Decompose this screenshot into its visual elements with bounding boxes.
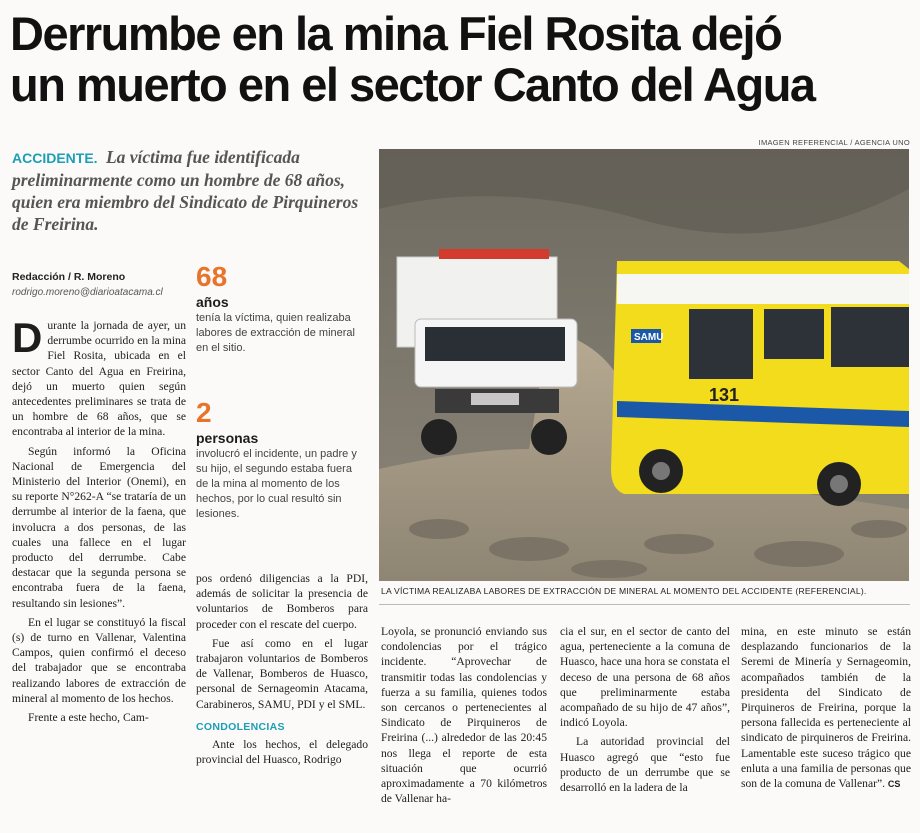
lead-paragraph	[12, 146, 367, 235]
fact-unit: personas	[196, 430, 259, 446]
byline-email[interactable]: rodrigo.moreno@diarioatacama.cl	[12, 287, 163, 298]
fact-box-people	[196, 398, 366, 522]
fact-number: 2	[196, 397, 212, 428]
col3-paragraph-1: Loyola, se pronunció enviando sus condolencias por el trágico incidente. “Aprovechar de transmitir todas las condolencias y fuerza a su familia, quienes todos son cercanos o pertenecientes al Sindicato de Pirquineros de Freirina (...) alrededor de las 20:45 nos llega el reporte de esta situación que ocurrió aproximadamente a 70 kilómetros de Vallenar ha-	[381, 625, 547, 806]
col2-paragraph-3: Ante los hechos, el delegado provincial del Huasco, Rodrigo	[196, 738, 368, 767]
lead-kicker: ACCIDENTE.	[12, 150, 98, 166]
ambulance-unit-number: 131	[709, 385, 740, 405]
end-mark: CS	[887, 779, 901, 790]
col2-paragraph-1: pos ordenó diligencias a la PDI, además de solicitar la presencia de voluntarios de Bomberos para proceder con el rescate del cuerpo.	[196, 572, 368, 631]
yellow-samu-ambulance	[611, 261, 909, 506]
col4-paragraph-1: cia el sur, en el sector de canto del agua, perteneciente a la comuna de Huasco, hace una hora se constata el deceso de una persona de 68 años que preliminarmente estaba acompañado de su hijo de 47 años”, indicó Loyola.	[560, 625, 730, 730]
news-photo-ambulances	[379, 149, 909, 581]
photo-credit: IMAGEN REFERENCIAL / AGENCIA UNO	[758, 138, 910, 147]
subhead-condolencias: CONDOLENCIAS	[196, 720, 285, 733]
byline	[12, 270, 192, 300]
col1-paragraph-1: urante la jornada de ayer, un derrumbe ocurrido en la mina Fiel Rosita, ubicada en el sector Canto del Agua en Freirina, dejó un muerto quien según antecedentes preliminares se trata de un hombre de 68 años, que se encontraba al interior de la mina.	[12, 319, 186, 439]
fact-unit: años	[196, 294, 229, 310]
fact-description: involucró el incidente, un padre y su hijo, el segundo estaba fuera de la mina al momento de los hechos, por lo cual resultó sin lesiones.	[196, 448, 357, 520]
col2-paragraph-2: Fue así como en el lugar trabajaron voluntarios de Bomberos de Vallenar, Bomberos de Huasco, personal de Sernageomin Atacama, Carabineros, SAMU, PDI y el SML.	[196, 636, 368, 711]
article-column-2	[196, 571, 368, 771]
article-column-1	[12, 314, 186, 729]
headline	[10, 8, 910, 110]
col5-paragraph-1: mina, en este minuto se están desplazando funcionarios de la Seremi de Minería y Sernageomin, acompañados también de la presidenta del Sindicato de Pirquineros de Freirina, porque la persona fallecida es perteneciente al sindicato de pirquineros de Freirina. Lamentable este suceso trágico que enluta a una familia de personas que son de la comuna de Vallenar”.	[741, 625, 911, 791]
fact-box-age	[196, 262, 366, 356]
lead-text: La víctima fue identificada preliminarmente como un hombre de 68 años, quien era miembro del Sindicato de Pirquineros de Freirina.	[12, 147, 359, 234]
photo-illustration	[379, 149, 909, 581]
col1-paragraph-4: Frente a este hecho, Cam-	[28, 711, 149, 725]
dropcap: D	[12, 314, 43, 361]
headline-line-2: un muerto en el sector Canto del Agua	[10, 58, 815, 111]
article-column-4	[560, 624, 730, 799]
col1-paragraph-2: Según informó la Oficina Nacional de Emergencia del Ministerio del Interior (Onemi), en su reporte N°262-A “se trataría de un derrumbe al interior de la faena, que involucra a dos personas, de las cuales una fallece en el lugar producto del derrumbe. Cabe destacar que la segunda persona se encontraba fuera de la faena, resultando sin lesiones”.	[12, 444, 186, 610]
caption-divider	[379, 604, 910, 605]
photo-caption: LA VÍCTIMA REALIZABA LABORES DE EXTRACCIÓN DE MINERAL AL MOMENTO DEL ACCIDENTE (REFERENCIAL).	[381, 586, 867, 596]
fact-description: tenía la víctima, quien realizaba labores de extracción de mineral en el sitio.	[196, 312, 355, 354]
col4-paragraph-2: La autoridad provincial del Huasco agregó que “esto fue producto de un derrumbe que se desarrolló en la ladera de la	[560, 735, 730, 795]
fact-number: 68	[196, 261, 228, 292]
samu-label: SAMU	[634, 332, 664, 343]
article-column-5	[741, 624, 911, 796]
byline-author: Redacción / R. Moreno	[12, 271, 126, 283]
headline-line-1: Derrumbe en la mina Fiel Rosita dejó	[10, 7, 782, 60]
article-column-3	[381, 624, 547, 810]
col1-paragraph-3: En el lugar se constituyó la fiscal (s) de turno en Vallenar, Valentina Campos, quien confirmó el deceso del trabajador que se encontraba realizando labores de extracción de mineral al momento de los hechos.	[12, 615, 186, 705]
